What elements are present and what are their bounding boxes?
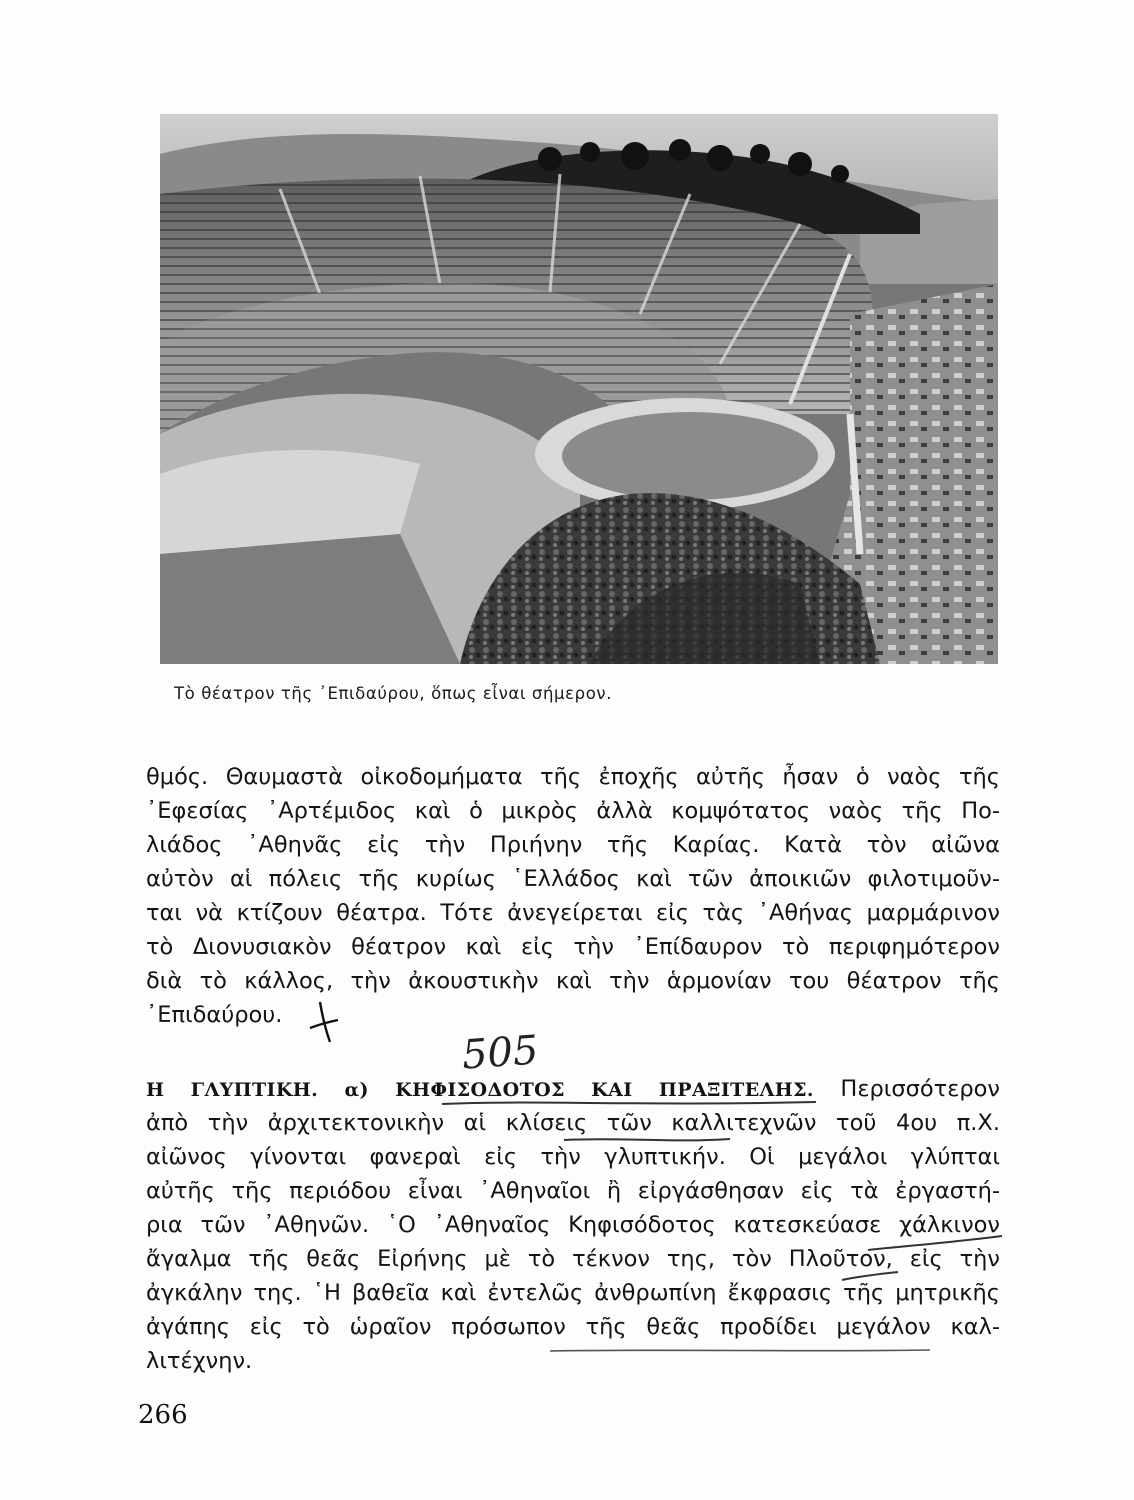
handwritten-note: 505: [460, 1027, 540, 1079]
text-line: αὐτῆς τῆς περιόδου εἶναι ᾿Αθηναῖοι ἢ εἰργάσθησαν εἰς τὰ ἐργαστή-: [146, 1178, 1000, 1204]
paragraph-theatres: [146, 760, 1000, 1032]
figure-caption: Τὸ θέατρον τῆς ᾿Επιδαύρου, ὅπως εἶναι σήμερον.: [174, 684, 613, 703]
page-number: 266: [138, 1400, 188, 1430]
text-line: ρια τῶν ᾿Αθηνῶν. ῾Ο ᾿Αθηναῖος Κηφισόδοτος κατεσκεύασε χάλκινον: [146, 1212, 1000, 1238]
text-line: θμός. Θαυμαστὰ οἰκοδομήματα τῆς ἐποχῆς αὐτῆς ἦσαν ὁ ναὸς τῆς: [146, 764, 1000, 790]
paragraph-sculpture: [146, 1072, 1000, 1378]
text-line: λιτέχνην.: [146, 1348, 253, 1374]
text-line: ται νὰ κτίζουν θέατρα. Τότε ἀνεγείρεται εἰς τὰς ᾿Αθήνας μαρμάρινον: [146, 900, 1000, 926]
theatre-photo: [160, 114, 998, 664]
text-line: ᾿Εφεσίας ᾿Αρτέμιδος καὶ ὁ μικρὸς ἀλλὰ κομψότατος ναὸς τῆς Πο-: [146, 798, 1000, 824]
text-run: Περισσότερον: [840, 1076, 1000, 1102]
theatre-photo-icon: [160, 114, 998, 664]
text-line: αἰῶνος γίνονται φανεραὶ εἰς τὴν γλυπτικήν. Οἱ μεγάλοι γλύπται: [146, 1144, 1000, 1170]
text-line: ᾿Επιδαύρου.: [146, 1002, 283, 1028]
text-line: ἄγαλμα τῆς θεᾶς Εἰρήνης μὲ τὸ τέκνον της, τὸν Πλοῦτον, εἰς τὴν: [146, 1246, 1000, 1272]
text-line: διὰ τὸ κάλλος, τὴν ἀκουστικὴν καὶ τὴν ἁρμονίαν του θέατρον τῆς: [146, 968, 1000, 994]
text-line: ἀγκάλην της. ῾Η βαθεῖα καὶ ἐντελῶς ἀνθρωπίνη ἔκφρασις τῆς μητρικῆς: [146, 1280, 1000, 1306]
heading-line: [146, 1072, 1000, 1106]
text-line: ἀγάπης εἰς τὸ ὡραῖον πρόσωπον τῆς θεᾶς προδίδει μεγάλον καλ-: [146, 1314, 1000, 1340]
text-line: ἀπὸ τὴν ἀρχιτεκτονικὴν αἱ κλίσεις τῶν καλλιτεχνῶν τοῦ 4ου π.Χ.: [146, 1110, 1000, 1136]
text-line: αὐτὸν αἱ πόλεις τῆς κυρίως ῾Ελλάδος καὶ τῶν ἀποικιῶν φιλοτιμοῦν-: [146, 866, 1000, 892]
section-heading: Η ΓΛΥΠΤΙΚΗ. α) ΚΗΦΙΣΟΔΟΤΟΣ ΚΑΙ ΠΡΑΞΙΤΕΛΗΣ.: [146, 1079, 814, 1101]
text-line: τὸ Διονυσιακὸν θέατρον καὶ εἰς τὴν ᾿Επίδαυρον τὸ περιφημότερον: [146, 934, 1000, 960]
text-line: λιάδος ᾿Αθηνᾶς εἰς τὴν Πριήνην τῆς Καρίας. Κατὰ τὸν αἰῶνα: [146, 832, 1000, 858]
